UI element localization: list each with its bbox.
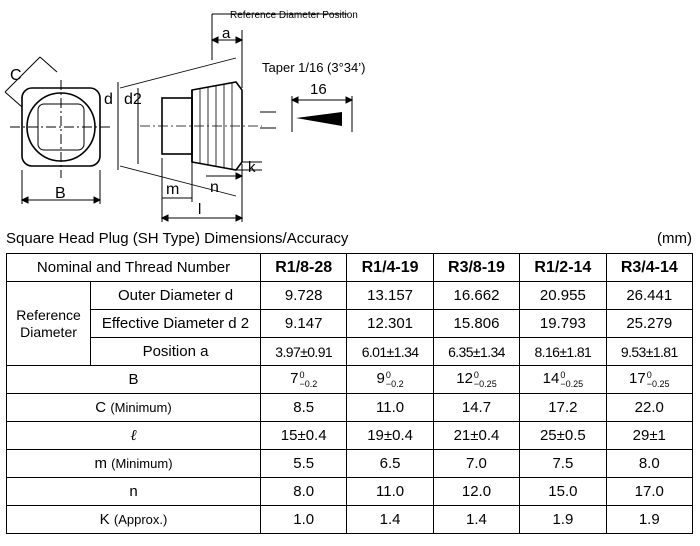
label-d: d	[104, 91, 113, 108]
reference-position-label: Reference Diameter Position	[230, 10, 358, 21]
size-header: R1/8-28	[261, 254, 347, 282]
table-cell: 14.7	[433, 394, 519, 422]
label-c: C	[10, 67, 22, 84]
table-cell: 12.301	[347, 310, 433, 338]
table-cell: 15±0.4	[261, 422, 347, 450]
row-label: m (Minimum)	[7, 450, 261, 478]
table-row	[7, 450, 693, 478]
table-cell: 9 0 −0.2	[347, 366, 433, 394]
table-cell: 1.4	[347, 506, 433, 534]
size-header: R1/4-19	[347, 254, 433, 282]
label-m: m	[166, 181, 180, 198]
row-label: Effective Diameter d 2	[91, 310, 261, 338]
size-header: R3/4-14	[606, 254, 692, 282]
table-row	[7, 310, 693, 338]
table-heading: Square Head Plug (SH Type) Dimensions/Accuracy	[6, 230, 349, 247]
row-label: Outer Diameter d	[91, 282, 261, 310]
table-cell: 25.279	[606, 310, 692, 338]
table-cell: 7 0 −0.2	[261, 366, 347, 394]
taper-length: 16	[310, 81, 327, 98]
table-row	[7, 366, 693, 394]
table-header-row	[7, 254, 693, 282]
table-cell: 19±0.4	[347, 422, 433, 450]
table-cell: 12 0 −0.25	[433, 366, 519, 394]
table-row	[7, 338, 693, 366]
label-l: l	[198, 201, 202, 218]
row-label: ℓ	[7, 422, 261, 450]
unit-label: (mm)	[657, 230, 692, 247]
table-row	[7, 422, 693, 450]
table-cell: 3.97±0.91	[261, 338, 347, 366]
table-cell: 1.9	[520, 506, 606, 534]
table-cell: 8.16±1.81	[520, 338, 606, 366]
table-cell: 5.5	[261, 450, 347, 478]
table-cell: 7.5	[520, 450, 606, 478]
reference-diameter-label: Reference Diameter	[7, 282, 91, 366]
table-cell: 15.806	[433, 310, 519, 338]
table-cell: 17 0 −0.25	[606, 366, 692, 394]
size-header: R3/8-19	[433, 254, 519, 282]
taper-label: Taper 1/16 (3°34’)	[262, 60, 366, 75]
table-cell: 19.793	[520, 310, 606, 338]
table-cell: 11.0	[347, 478, 433, 506]
table-cell: 29±1	[606, 422, 692, 450]
table-row	[7, 394, 693, 422]
table-cell: 11.0	[347, 394, 433, 422]
table-row	[7, 506, 693, 534]
table-cell: 9.53±1.81	[606, 338, 692, 366]
dimensions-table	[6, 253, 693, 534]
col-header: Nominal and Thread Number	[7, 254, 261, 282]
row-label: B	[7, 366, 261, 394]
row-label: K (Approx.)	[7, 506, 261, 534]
table-cell: 1.0	[261, 506, 347, 534]
table-cell: 6.01±1.34	[347, 338, 433, 366]
table-cell: 17.2	[520, 394, 606, 422]
table-cell: 25±0.5	[520, 422, 606, 450]
table-cell: 1.9	[606, 506, 692, 534]
table-cell: 8.5	[261, 394, 347, 422]
table-cell: 14 0 −0.25	[520, 366, 606, 394]
row-label: C (Minimum)	[7, 394, 261, 422]
table-cell: 6.35±1.34	[433, 338, 519, 366]
table-cell: 1.4	[433, 506, 519, 534]
size-header: R1/2-14	[520, 254, 606, 282]
table-row	[7, 478, 693, 506]
table-cell: 22.0	[606, 394, 692, 422]
label-d2: d2	[124, 91, 142, 108]
table-cell: 12.0	[433, 478, 519, 506]
label-a: a	[222, 25, 231, 42]
table-cell: 8.0	[606, 450, 692, 478]
table-cell: 7.0	[433, 450, 519, 478]
table-cell: 20.955	[520, 282, 606, 310]
table-cell: 16.662	[433, 282, 519, 310]
table-cell: 9.728	[261, 282, 347, 310]
table-cell: 17.0	[606, 478, 692, 506]
label-b: B	[55, 185, 66, 202]
table-cell: 13.157	[347, 282, 433, 310]
table-cell: 6.5	[347, 450, 433, 478]
row-label: n	[7, 478, 261, 506]
table-cell: 8.0	[261, 478, 347, 506]
table-cell: 21±0.4	[433, 422, 519, 450]
table-cell: 9.147	[261, 310, 347, 338]
table-cell: 15.0	[520, 478, 606, 506]
label-n: n	[210, 179, 219, 196]
table-cell: 26.441	[606, 282, 692, 310]
table-row	[7, 282, 693, 310]
label-k: k	[248, 159, 256, 176]
plug-drawing	[0, 0, 700, 228]
row-label: Position a	[91, 338, 261, 366]
